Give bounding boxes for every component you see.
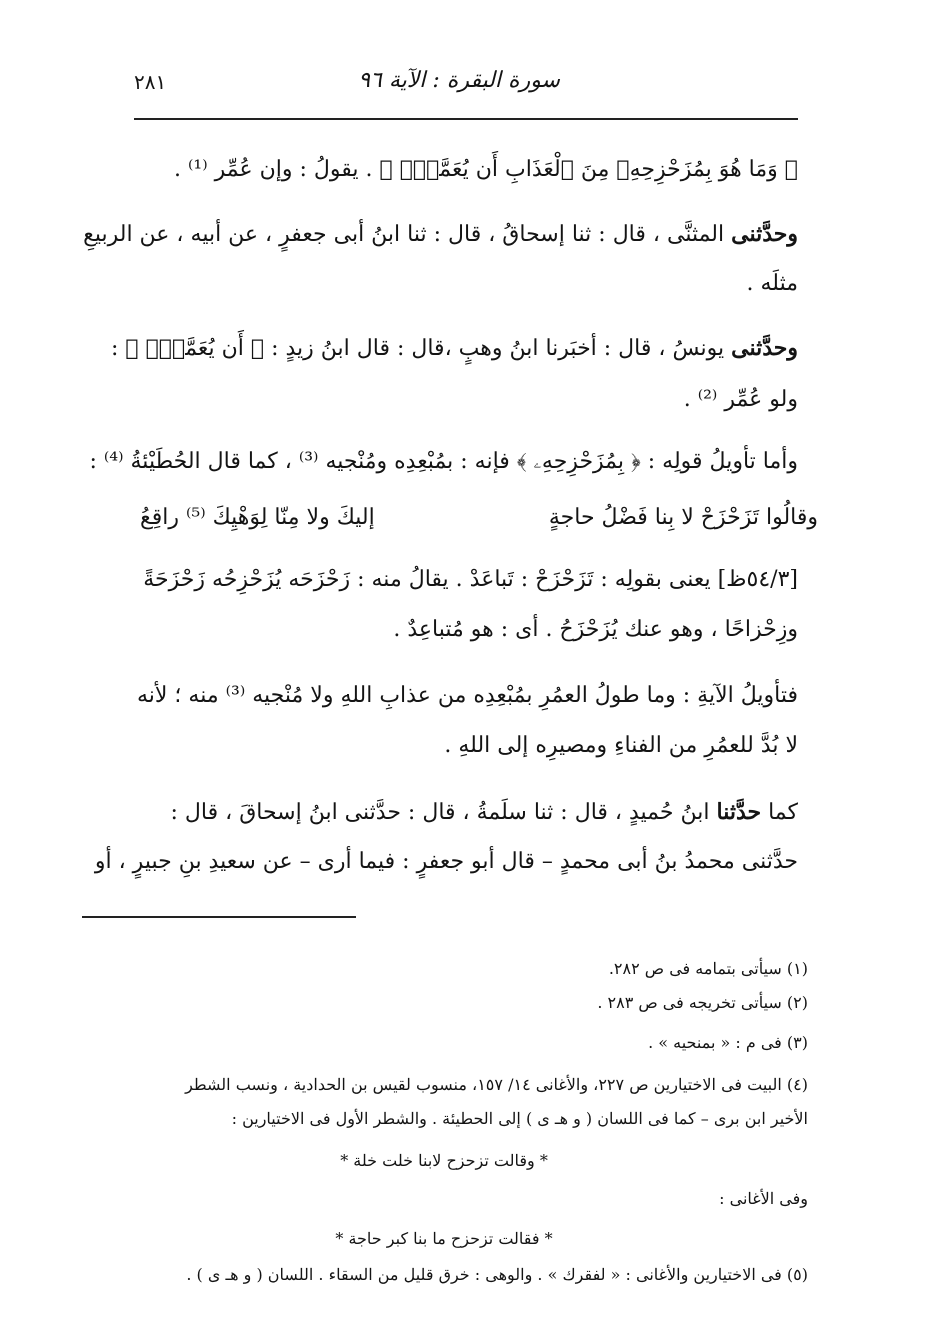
body-line-4 [110, 328, 798, 369]
narration-lead: وحدَّثنى [731, 335, 798, 361]
footnote-1: (١) سيأتى بتمامه فى ص ٢٨٢. [608, 959, 808, 978]
header-rule [134, 118, 798, 120]
footnote-4-line-2: الأخير ابن برى – كما فى اللسان ( و هـ ى ) إلى الحطيئة . والشطر الأول فى الاختيارين : [231, 1109, 808, 1128]
body-line-5: ولو عُمِّر ⁽²⁾ . [683, 387, 798, 412]
narration-pre: كما [761, 800, 798, 825]
narration-lead: حدَّثنا [716, 799, 762, 825]
body-line-9: وزِحْزاحًا ، وهو عنك يُزَحْزَحُ . أى : هو مُتباعِدٌ . [393, 617, 798, 642]
footnote-4-line-1: (٤) البيت فى الاختيارين ص ٢٢٧، والأغانى ١٤/ ١٥٧، منسوب لقيس بن الحدادية ، ونسب الشطر [185, 1075, 808, 1094]
footnote-rule [82, 916, 356, 918]
body-line-1: ﴿ وَمَا هُوَ بِمُزَحْزِحِهِۦ مِنَ ٱلْعَذَابِ أَن يُعَمَّرَۗ ﴾ . يقولُ : وإن عُمِّر ⁽¹⁾ . [174, 157, 798, 182]
page-number: ٢٨١ [134, 70, 167, 94]
running-title: سورة البقرة : الآية ٩٦ [358, 68, 560, 93]
narration-text: يونسُ ، قال : أخبَرنا ابنُ وهبٍ ،قال : قال ابنُ زيدٍ : ﴿ أَن يُعَمَّرَۗ ﴾ : [110, 336, 732, 361]
body-line-2 [83, 214, 798, 255]
body-line-10: فتأويلُ الآيةِ : وما طولُ العمُرِ بمُبْعِدِه من عذابِ اللهِ ولا مُنْجيه ⁽³⁾ منه ؛ لأنه [136, 683, 798, 708]
footnote-4-verse-1: * وقالت تزحزح لابنا خلت خلة * [340, 1151, 548, 1170]
footnote-3: (٣) فى م : « بمنحيه » . [648, 1033, 808, 1052]
running-header [134, 68, 798, 104]
body-line-3: مثلَه . [746, 271, 798, 296]
body-line-6: وأما تأويلُ قولِه : ﴿ بِمُزَحْزِحِهِۦ ﴾ فإنه : بمُبْعِدِه ومُنْجيه ⁽³⁾ ، كما قال الحُطَيْئةُ ⁽⁴⁾ : [89, 449, 798, 474]
footnote-4-line-3: وفى الأغانى : [719, 1189, 808, 1208]
narration-text: المثنَّى ، قال : ثنا إسحاقُ ، قال : ثنا ابنُ أبى جعفرٍ ، عن أبيه ، عن الربيعِ [83, 222, 732, 247]
body-line-12 [134, 792, 798, 833]
narration-lead: وحدَّثنى [731, 221, 798, 247]
verse-second-hemistich: إليكَ ولا مِنّا لِوَهْيِكَ ⁽⁵⁾ راقِعُ [140, 505, 375, 530]
footnote-5: (٥) فى الاختيارين والأغانى : « لفقرك » . والوهى : خرق قليل من السقاء . اللسان ( و هـ ى ) . [186, 1265, 808, 1284]
footnote-2: (٢) سيأتى تخريجه فى ص ٢٨٣ . [597, 993, 808, 1012]
body-line-11: لا بُدَّ للعمُرِ من الفناءِ ومصيرِه إلى اللهِ . [444, 733, 798, 758]
verse-first-hemistich: وقالُوا تَزَحْزَحْ لا بِنا فَضْلُ حاجةٍ [548, 505, 818, 530]
narration-text: ابنُ حُميدٍ ، قال : ثنا سلَمةُ ، قال : حدَّثنى ابنُ إسحاقَ ، قال : [170, 800, 717, 825]
body-line-13: حدَّثنى محمدُ بنُ أبى محمدٍ – قال أبو جعفرٍ : فيما أرى – عن سعيدِ بنِ جبيرٍ ، أو [94, 849, 798, 874]
body-line-8: [٥٤/٣ظ] يعنى بقولِه : تَزَحْزَحْ : تَباعَدْ . يقالُ منه : زَحْزَحَه يُزَحْزِحُه زَحْزَحَةً [143, 567, 798, 592]
footnote-4-verse-2: * فقالت تزحزح ما بنا كبر حاجة * [335, 1229, 553, 1248]
